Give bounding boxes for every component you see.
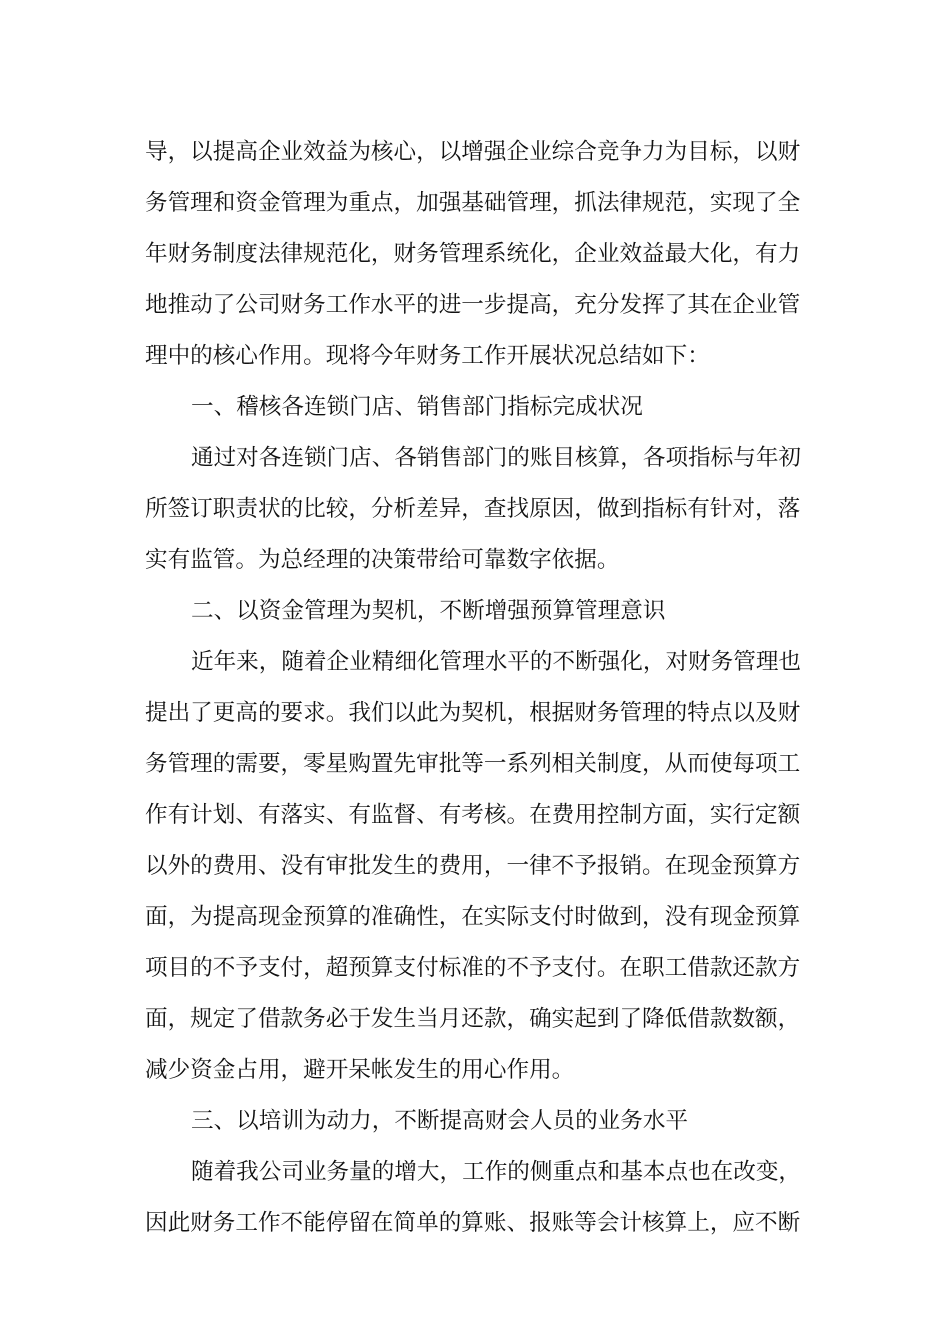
paragraph-line: 减少资金占用，避开呆帐发生的用心作用。 [145, 1057, 575, 1083]
paragraph-line: 面，为提高现金预算的准确性，在实际支付时做到，没有现金预算 [145, 904, 801, 930]
paragraph-line: 作有计划、有落实、有监督、有考核。在费用控制方面，实行定额 [145, 802, 801, 828]
paragraph-line: 务管理的需要，零星购置先审批等一系列相关制度，从而使每项工 [145, 751, 801, 777]
paragraph-line: 实有监管。为总经理的决策带给可靠数字依据。 [145, 547, 620, 573]
paragraph-line: 理中的核心作用。现将今年财务工作开展状况总结如下： [145, 343, 710, 369]
paragraph-line: 通过对各连锁门店、各销售部门的账目核算，各项指标与年初 [191, 445, 802, 471]
paragraph-line: 地推动了公司财务工作水平的进一步提高，充分发挥了其在企业管 [145, 292, 801, 318]
paragraph-line: 年财务制度法律规范化，财务管理系统化，企业效益最大化，有力 [145, 241, 801, 267]
section-heading: 二、以资金管理为契机，不断增强预算管理意识 [191, 598, 666, 624]
paragraph-line: 提出了更高的要求。我们以此为契机，根据财务管理的特点以及财 [145, 700, 801, 726]
paragraph-line: 务管理和资金管理为重点，加强基础管理，抓法律规范，实现了全 [145, 190, 801, 216]
paragraph-line: 面，规定了借款务必于发生当月还款，确实起到了降低借款数额， [145, 1006, 801, 1032]
paragraph-line: 以外的费用、没有审批发生的费用，一律不予报销。在现金预算方 [145, 853, 801, 879]
paragraph-line: 项目的不予支付，超预算支付标准的不予支付。在职工借款还款方 [145, 955, 801, 981]
section-heading: 三、以培训为动力，不断提高财会人员的业务水平 [191, 1108, 689, 1134]
paragraph-line: 近年来，随着企业精细化管理水平的不断强化，对财务管理也 [191, 649, 802, 675]
paragraph-line: 所签订职责状的比较，分析差异，查找原因，做到指标有针对，落 [145, 496, 801, 522]
paragraph-line: 导，以提高企业效益为核心，以增强企业综合竞争力为目标，以财 [145, 139, 801, 165]
paragraph-line: 随着我公司业务量的增大，工作的侧重点和基本点也在改变， [191, 1159, 802, 1185]
section-heading: 一、稽核各连锁门店、销售部门指标完成状况 [191, 394, 643, 420]
paragraph-line: 因此财务工作不能停留在简单的算账、报账等会计核算上，应不断 [145, 1210, 801, 1236]
